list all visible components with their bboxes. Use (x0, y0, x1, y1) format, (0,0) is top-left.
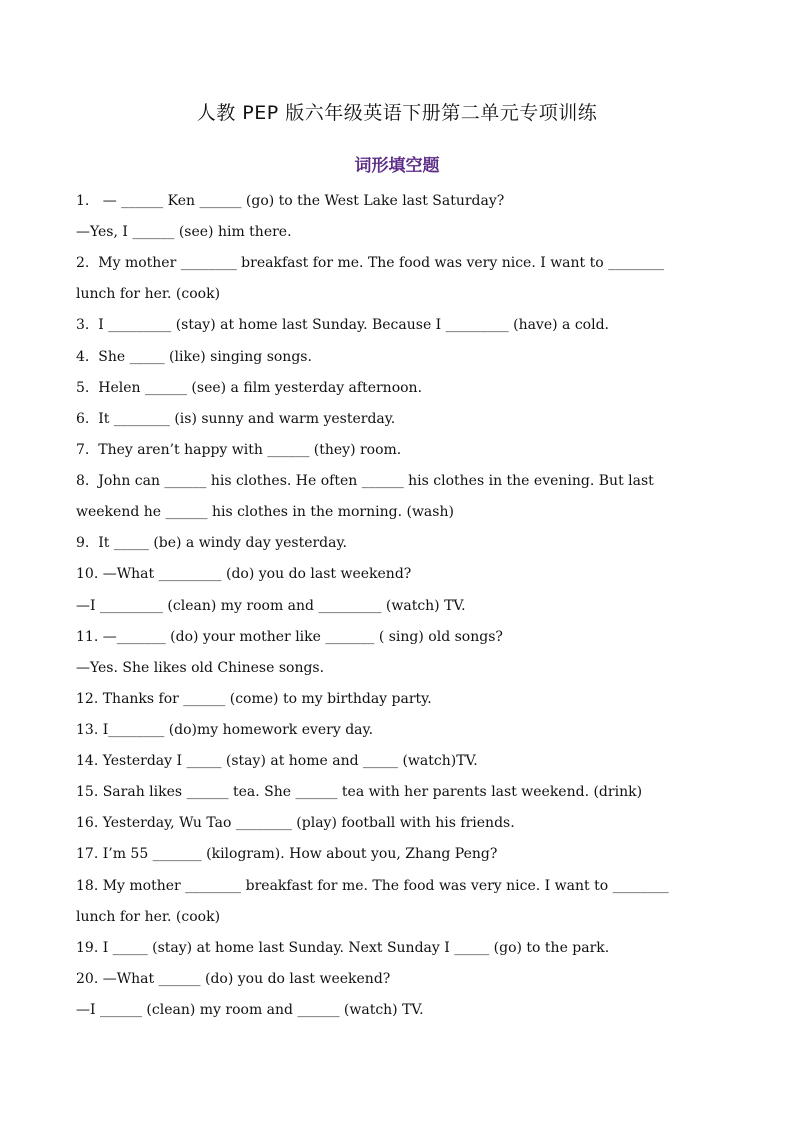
question-line: 1. — ______ Ken ______ (go) to the West Lake last Saturday? (76, 193, 505, 209)
question-line: 18. My mother ________ breakfast for me. The food was very nice. I want to ________ (76, 878, 669, 894)
question-line: 9. It _____ (be) a windy day yesterday. (76, 535, 347, 551)
question-line: lunch for her. (cook) (76, 909, 221, 925)
section-subtitle: 词形填空题 (354, 156, 440, 176)
question-line: —I _________ (clean) my room and _________ (watch) TV. (76, 598, 466, 614)
question-line: 7. They aren’t happy with ______ (they) room. (76, 442, 402, 458)
question-line: 11. —_______ (do) your mother like _______ ( sing) old songs? (76, 629, 503, 645)
question-line: 19. I _____ (stay) at home last Sunday. Next Sunday I _____ (go) to the park. (76, 940, 610, 956)
question-line: 13. I________ (do)my homework every day. (76, 722, 374, 738)
page-title: 人教 PEP 版六年级英语下册第二单元专项训练 (196, 102, 598, 124)
question-line: 20. —What ______ (do) you do last weekend? (76, 971, 391, 987)
question-line: 8. John can ______ his clothes. He often ______ his clothes in the evening. But last (76, 473, 654, 489)
question-line: 2. My mother ________ breakfast for me. The food was very nice. I want to ________ (76, 255, 665, 271)
question-line: 17. I’m 55 _______ (kilogram). How about you, Zhang Peng? (76, 846, 498, 862)
question-line: 12. Thanks for ______ (come) to my birthday party. (76, 691, 432, 707)
question-line: 4. She _____ (like) singing songs. (76, 349, 312, 365)
question-line: 14. Yesterday I _____ (stay) at home and _____ (watch)TV. (76, 753, 478, 769)
question-line: 6. It ________ (is) sunny and warm yesterday. (76, 411, 396, 427)
question-line: —Yes, I ______ (see) him there. (76, 224, 292, 240)
question-line: lunch for her. (cook) (76, 286, 221, 302)
question-line: 16. Yesterday, Wu Tao ________ (play) football with his friends. (76, 815, 515, 831)
question-line: 15. Sarah likes ______ tea. She ______ tea with her parents last weekend. (drink) (76, 784, 643, 800)
question-line: 3. I _________ (stay) at home last Sunday. Because I _________ (have) a cold. (76, 317, 609, 333)
question-line: weekend he ______ his clothes in the morning. (wash) (76, 504, 454, 520)
question-line: —I ______ (clean) my room and ______ (watch) TV. (76, 1002, 424, 1018)
question-line: —Yes. She likes old Chinese songs. (76, 660, 325, 676)
question-line: 5. Helen ______ (see) a film yesterday afternoon. (76, 380, 423, 396)
question-line: 10. —What _________ (do) you do last weekend? (76, 566, 412, 582)
